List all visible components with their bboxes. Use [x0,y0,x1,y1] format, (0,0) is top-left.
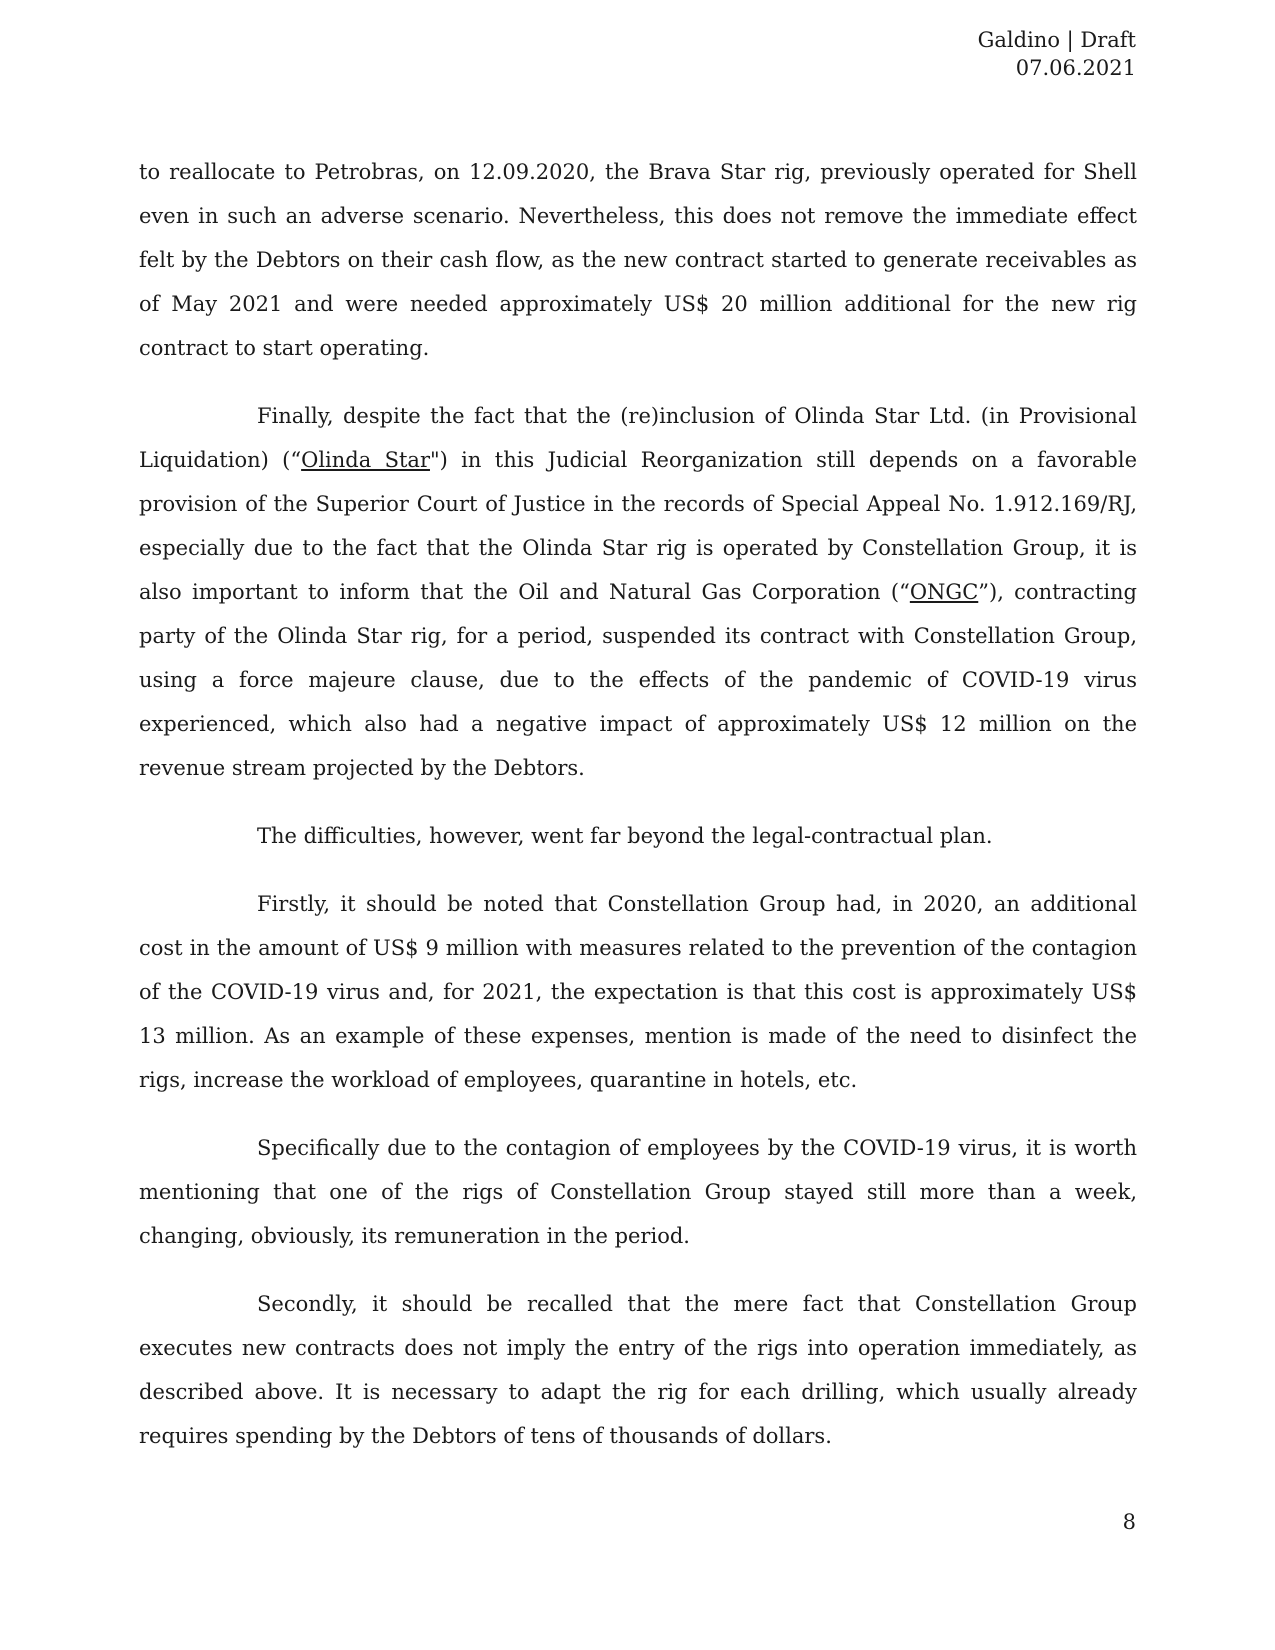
paragraph-4: Firstly, it should be noted that Constellation Group had, in 2020, an additional cost in the amount of US$ 9 million with measures related to the prevention of the contagion of the COVID-19 virus and, for 2021, the expectation is that this cost is approximately US$ 13 million. As an example of these expenses, mention is made of the need to disinfect the rigs, increase the workload of employees, quarantine in hotels, etc. [139,892,1137,1092]
paragraph-2-part-a: Finally, despite the fact that the (re)inclusion of Olinda Star Ltd. (in Provisional Liquidation) (“ [139,404,1137,472]
defined-term-ongc: ONGC [909,580,979,604]
page-number: 8 [1122,1510,1136,1534]
paragraph-6: Secondly, it should be recalled that the mere fact that Constellation Group executes new contracts does not imply the entry of the rigs into operation immediately, as described above. It is necessary to adapt the rig for each drilling, which usually already requires spending by the Debtors of tens of thousands of dollars. [139,1292,1137,1448]
document-body [139,150,1137,1482]
defined-term-olinda-star: Olinda Star [301,448,430,472]
page-header [978,26,1136,82]
paragraph-1: to reallocate to Petrobras, on 12.09.2020, the Brava Star rig, previously operated for Shell even in such an adverse scenario. Nevertheless, this does not remove the immediate effect felt by the Debtors on their cash flow, as the new contract started to generate receivables as of May 2021 and were needed approximately US$ 20 million additional for the new rig contract to start operating. [139,160,1137,360]
paragraph-3: The difficulties, however, went far beyond the legal-contractual plan. [257,824,993,848]
header-date: 07.06.2021 [1015,56,1136,80]
paragraph-2-part-b: ") in this Judicial Reorganization still depends on a favorable provision of the Superior Court of Justice in the records of Special Appeal No. 1.912.169/RJ, especially due to the fact that the Olinda Star rig is operated by Constellation Group, it is also important to inform that the Oil and Natural Gas Corporation (“ [139,448,1137,604]
paragraph-2 [139,394,1137,790]
paragraph-5: Specifically due to the contagion of employees by the COVID-19 virus, it is worth mentioning that one of the rigs of Constellation Group stayed still more than a week, changing, obviously, its remuneration in the period. [139,1136,1137,1248]
header-author-status: Galdino | Draft [977,28,1136,52]
paragraph-2-part-c: ”), contracting party of the Olinda Star rig, for a period, suspended its contract with Constellation Group, using a force majeure clause, due to the effects of the pandemic of COVID-19 virus experienced, which also had a negative impact of approximately US$ 12 million on the revenue stream projected by the Debtors. [139,580,1137,780]
